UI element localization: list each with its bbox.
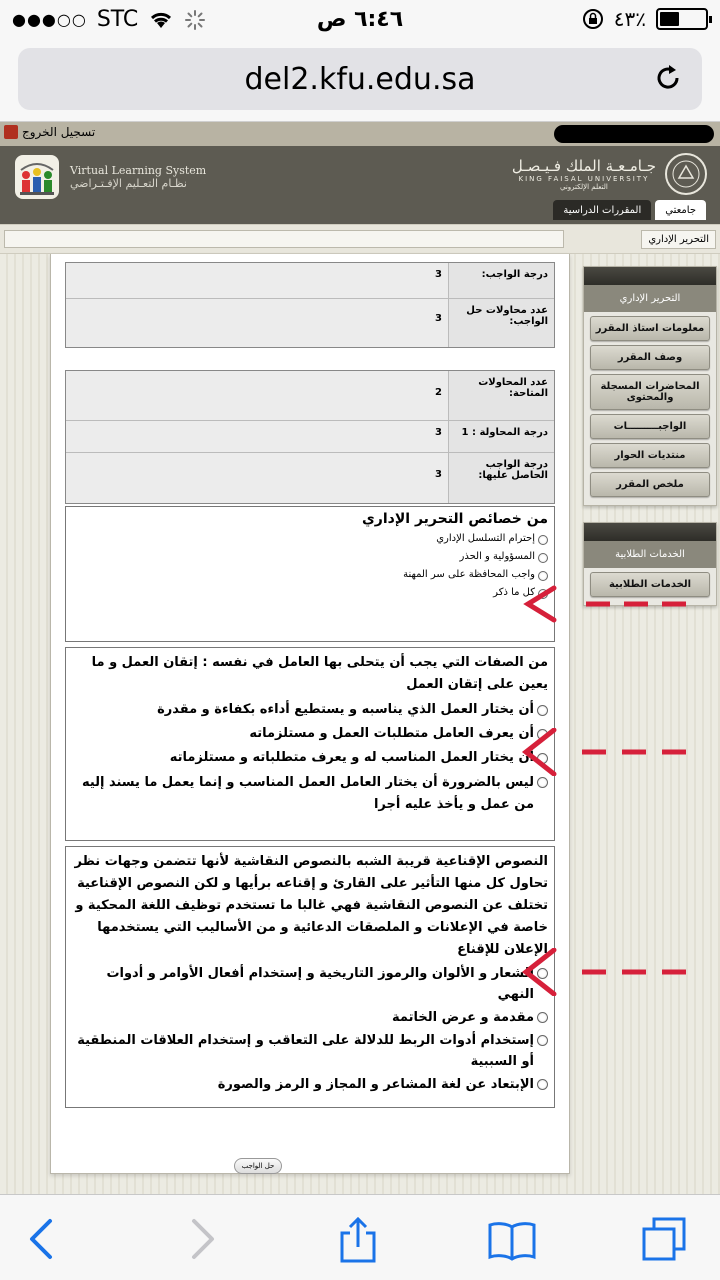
vls-branding — [14, 154, 206, 200]
question-2 — [65, 647, 555, 841]
sidebar-item-assignments[interactable]: الواجبـــــــــات — [590, 414, 710, 439]
answer-option[interactable] — [72, 587, 548, 599]
sidebar-item-recorded-lectures[interactable]: المحاضرات المسجلة والمحتوى — [590, 374, 710, 410]
logout-label: تسجيل الخروج — [22, 125, 96, 139]
option-label: مقدمة و عرض الخاتمة — [391, 1010, 534, 1025]
question-text: من الصفات التي يجب أن يتحلى بها العامل في نفسه : إتقان العمل و ما يعين على إتقان العمل — [91, 655, 548, 692]
forward-icon[interactable] — [178, 1215, 226, 1263]
tab-my-university[interactable]: جامعتي — [655, 200, 706, 220]
battery-percent: ٤٣٪ — [613, 7, 646, 31]
breadcrumb-bar — [0, 224, 720, 254]
attempt-info-table — [65, 370, 555, 504]
option-label: كل ما ذكر — [493, 587, 535, 598]
breadcrumb-spacer — [4, 230, 564, 248]
option-label: الإبتعاد عن لغة المشاعر و المجاز و الرمز والصورة — [217, 1077, 534, 1092]
answer-option[interactable] — [72, 772, 548, 816]
option-label: الشعار و الألوان والرموز التاريخية و إستخدام أفعال الأوامر و أدوات النهي — [106, 966, 534, 1002]
question-3 — [65, 846, 555, 1108]
answer-option[interactable] — [72, 748, 548, 768]
browser-address-area — [0, 40, 720, 122]
status-right — [582, 7, 708, 31]
share-icon[interactable] — [334, 1215, 382, 1263]
battery-icon — [656, 8, 708, 30]
radio-button[interactable] — [538, 553, 548, 563]
answer-option[interactable] — [72, 700, 548, 720]
info-value: 3 — [435, 313, 442, 324]
radio-button[interactable] — [537, 777, 548, 788]
reload-icon[interactable] — [652, 62, 684, 94]
tab-courses[interactable]: المقررات الدراسية — [553, 200, 651, 220]
university-branding — [512, 152, 708, 196]
sidebar-item-student-services[interactable]: الخدمات الطلابية — [590, 572, 710, 597]
logout-icon — [4, 125, 18, 139]
tabs-icon[interactable] — [640, 1215, 688, 1263]
site-top-strip — [0, 122, 720, 146]
university-name-en: KING FAISAL UNIVERSITY — [518, 175, 650, 183]
breadcrumb[interactable]: التحرير الإداري — [641, 230, 716, 249]
option-label: المسؤولية و الحذر — [459, 551, 535, 562]
sidebar-item-instructor-info[interactable]: معلومات استاذ المقرر — [590, 316, 710, 341]
radio-button[interactable] — [537, 705, 548, 716]
university-unit: التعلم الإلكتروني — [560, 183, 608, 191]
course-menu — [583, 266, 717, 506]
submit-assignment-button[interactable]: حل الواجب — [234, 1158, 282, 1174]
university-name-ar: جـامـعـة الملك فـيـصـل — [511, 157, 656, 175]
radio-button[interactable] — [537, 1079, 548, 1090]
info-label: عدد محاولات حل الواجب: — [448, 299, 554, 347]
site-header — [0, 146, 720, 224]
vls-title: Virtual Learning System — [70, 164, 207, 177]
sidebar-item-course-summary[interactable]: ملخص المقرر — [590, 472, 710, 497]
address-bar[interactable] — [18, 48, 702, 110]
university-seal-icon — [664, 152, 708, 196]
header-tabs — [553, 200, 706, 220]
question-1 — [65, 506, 555, 642]
option-label: إحترام التسلسل الإداري — [436, 533, 535, 544]
menu-cap — [584, 523, 716, 541]
answer-option[interactable] — [72, 1007, 548, 1028]
option-label: أن يعرف العامل متطلبات العمل و مستلزماته — [249, 726, 534, 741]
answer-option[interactable] — [72, 533, 548, 545]
info-value: 3 — [435, 469, 442, 480]
radio-button[interactable] — [537, 1012, 548, 1023]
radio-button[interactable] — [538, 535, 548, 545]
info-row — [66, 371, 554, 421]
vls-subtitle: نظـام التعـليم الإفـتـراضي — [70, 177, 187, 190]
info-row — [66, 453, 554, 503]
annotation-arrow-1 — [514, 582, 694, 630]
info-row — [66, 299, 554, 347]
answer-option[interactable] — [72, 569, 548, 581]
url-text: del2.kfu.edu.sa — [244, 62, 476, 97]
info-value: 3 — [435, 427, 442, 438]
assignment-panel — [50, 254, 570, 1174]
option-label: أن يختار العمل الذي يناسبه و يستطيع أداءه بكفاءة و مقدرة — [157, 702, 534, 717]
radio-button[interactable] — [538, 571, 548, 581]
answer-option[interactable] — [72, 551, 548, 563]
option-label: واجب المحافظة على سر المهنة — [403, 569, 535, 580]
carrier-name: STC — [96, 7, 139, 32]
question-text: من خصائص التحرير الإداري — [361, 511, 548, 527]
assignment-info-table — [65, 262, 555, 348]
annotation-arrow-2 — [514, 728, 694, 776]
answer-option[interactable] — [72, 963, 548, 1005]
services-menu-title: الخدمات الطلابية — [584, 541, 716, 568]
option-label: أن يختار العمل المناسب له و يعرف متطلباته و مستلزماته — [169, 750, 534, 765]
info-label: عدد المحاولات المتاحة: — [448, 371, 554, 420]
vls-logo-icon — [14, 154, 60, 200]
option-label: ليس بالضرورة أن يختار العامل العمل المناسب و إنما يعمل ما يسند إليه من عمل و يأخذ عليه أجرا — [81, 775, 534, 812]
info-row — [66, 263, 554, 299]
menu-cap — [584, 267, 716, 285]
top-black-bar — [554, 125, 714, 143]
browser-toolbar — [0, 1194, 720, 1280]
answer-option[interactable] — [72, 1030, 548, 1072]
sidebar-item-forums[interactable]: منتديات الحوار — [590, 443, 710, 468]
answer-option[interactable] — [72, 1074, 548, 1095]
info-value: 2 — [435, 387, 442, 398]
info-label: درجة المحاولة : 1 — [448, 421, 554, 452]
battery-fill — [660, 12, 679, 26]
option-label: إستخدام أدوات الربط للدلالة على التعاقب و إستخدام العلاقات المنطقية أو السببية — [77, 1033, 534, 1069]
clock: ٦:٤٦ ص — [316, 7, 404, 32]
sidebar-item-course-description[interactable]: وصف المقرر — [590, 345, 710, 370]
info-label: درجة الواجب الحاصل عليها: — [448, 453, 554, 503]
orientation-lock-icon — [582, 8, 604, 30]
info-row — [66, 421, 554, 453]
bookmarks-icon[interactable] — [488, 1215, 536, 1263]
logout-link[interactable] — [4, 125, 95, 139]
answer-option[interactable] — [72, 724, 548, 744]
back-icon[interactable] — [18, 1215, 66, 1263]
status-bar — [0, 0, 720, 40]
annotation-arrow-3 — [514, 948, 694, 996]
course-menu-title: التحرير الإداري — [584, 285, 716, 312]
info-label: درجة الواجب: — [448, 263, 554, 298]
info-value: 3 — [435, 269, 442, 280]
radio-button[interactable] — [537, 1035, 548, 1046]
signal-dots: ●●●○○ — [12, 10, 87, 29]
question-text: النصوص الإقناعية قريبة الشبه بالنصوص النقاشية لأنها تتضمن وجهات نظر تحاول كل منها التأثير على القارئ و إقناعه برأيها و لكن النصوص الإقناعية تختلف عن النصوص النقاشية فهي غالبا ما تستخدم توظيف اللغة المحكية و خاصة في الإعلانات و الملصقات الدعائية و من الأساليب التي يستخدمها الإعلان للإقناع — [74, 854, 548, 957]
